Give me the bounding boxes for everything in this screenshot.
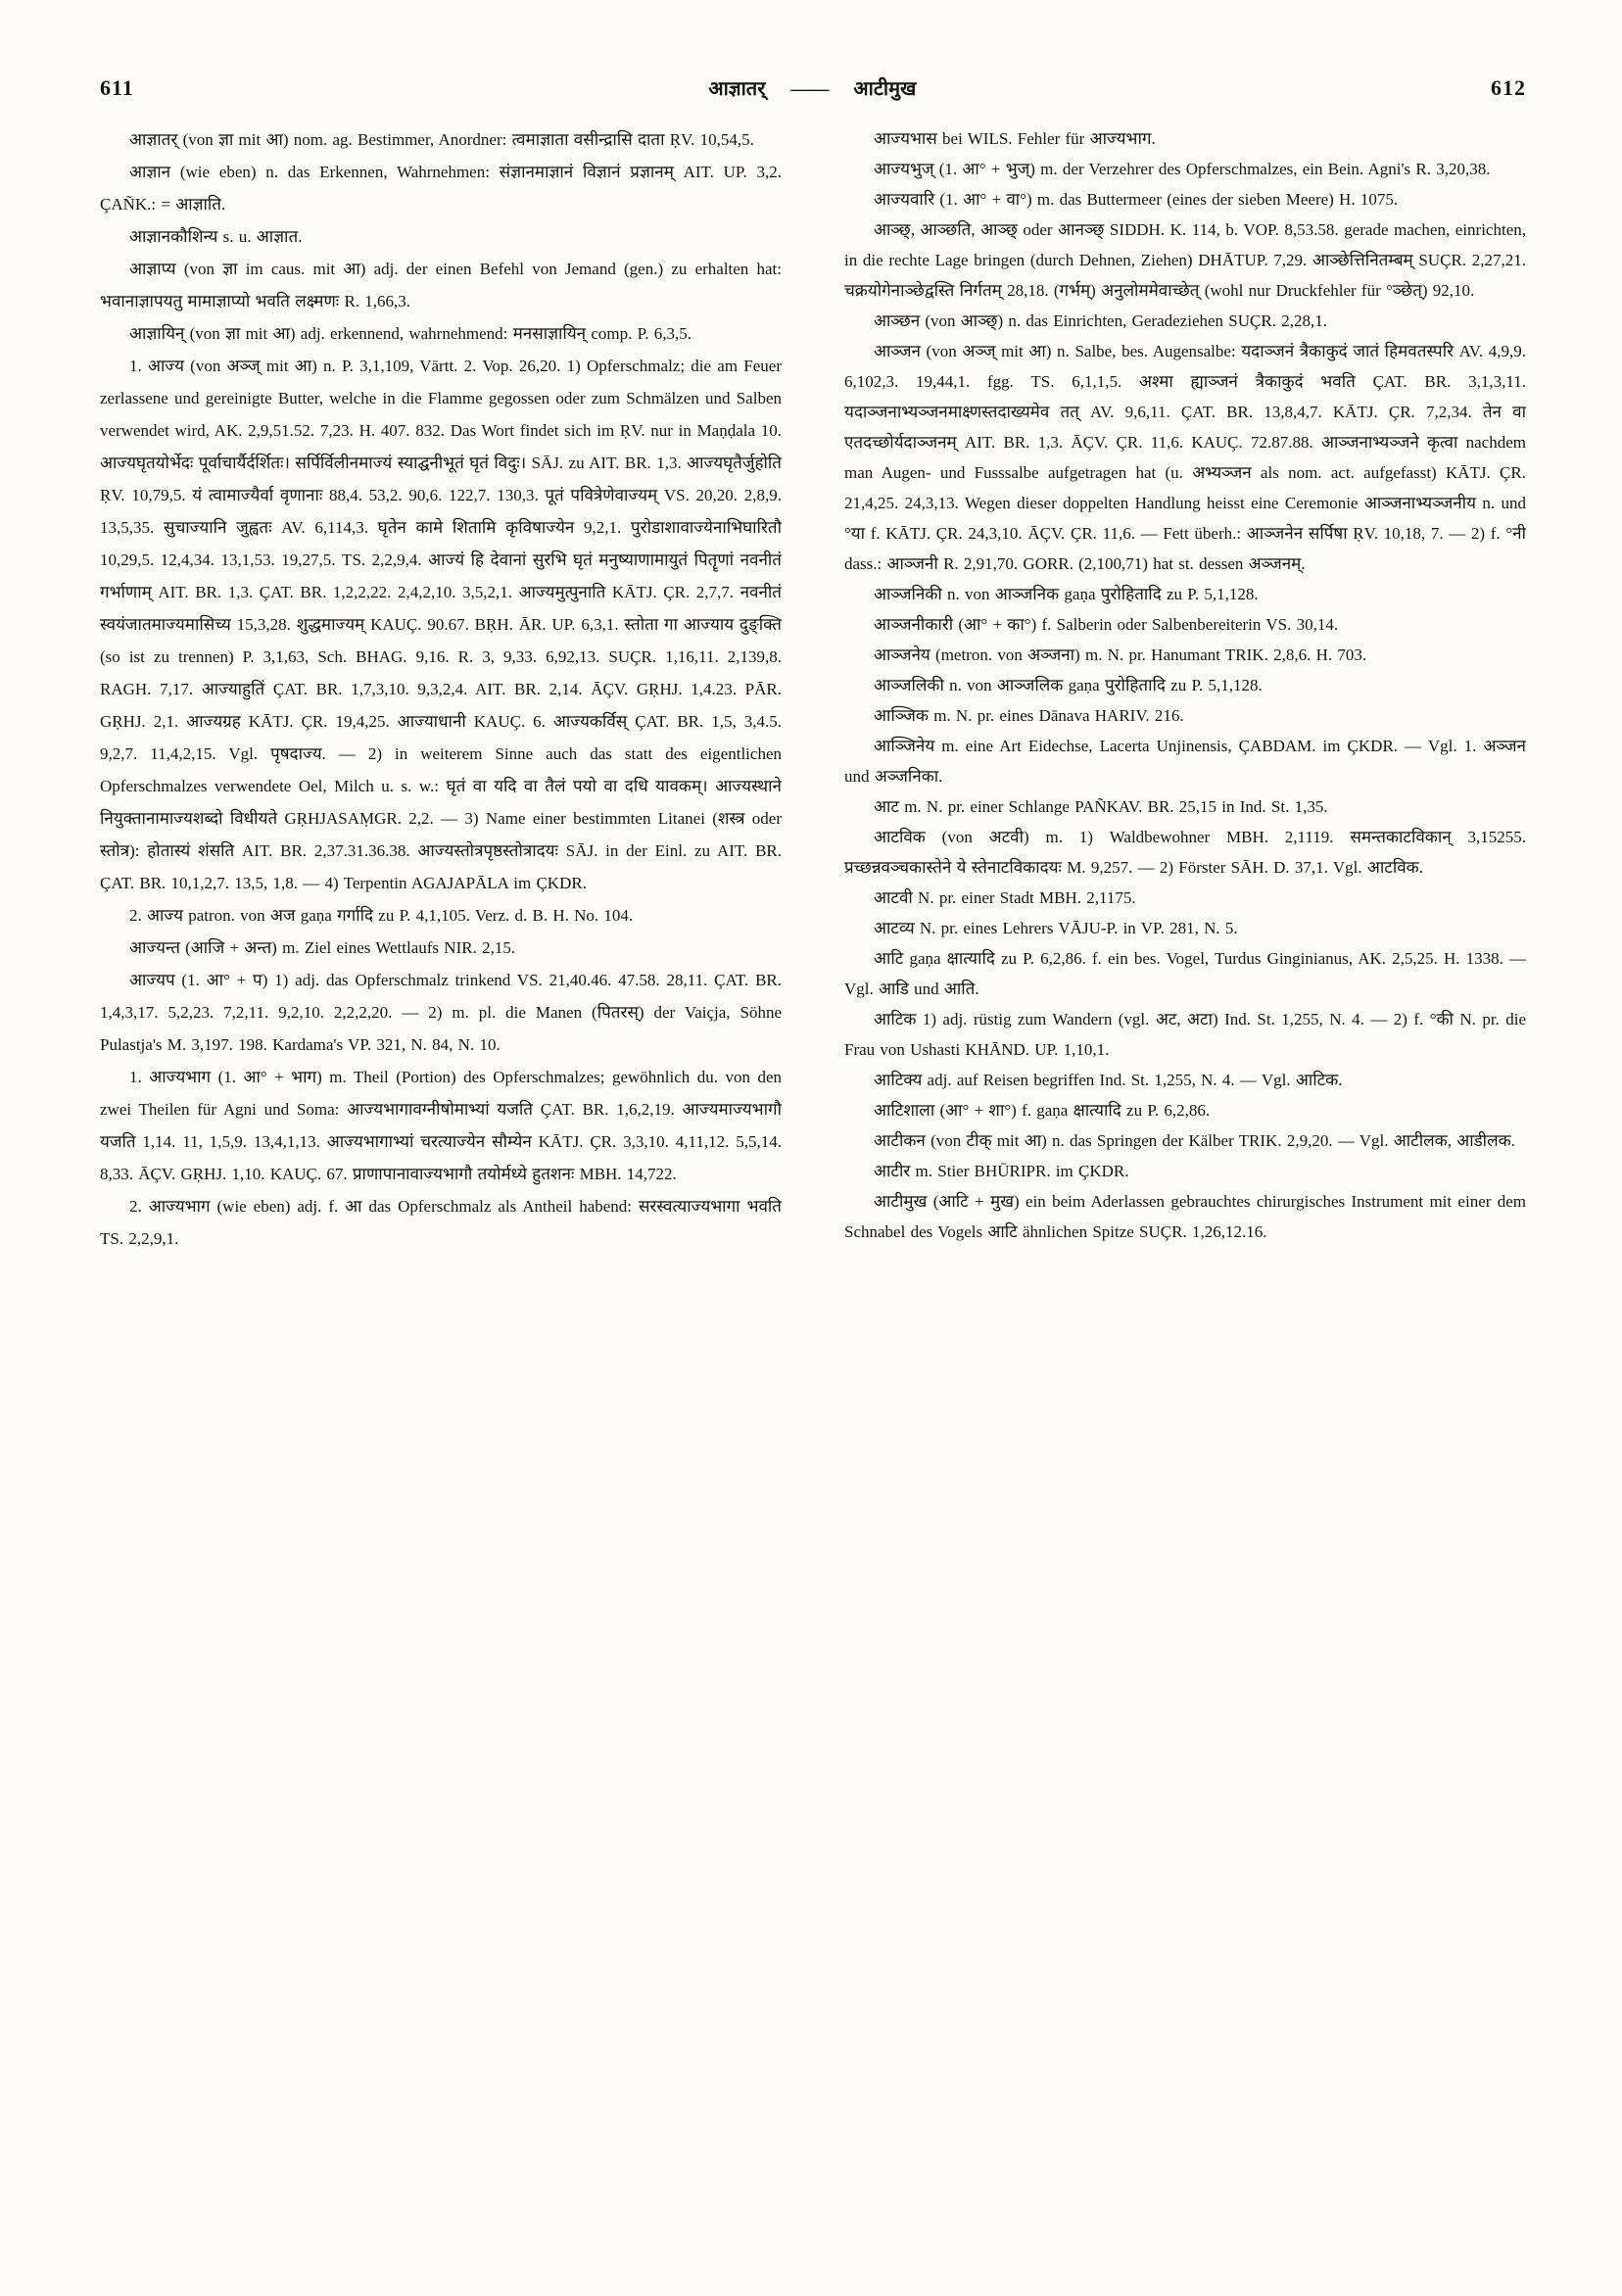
dictionary-entry: आज्यभुज् (1. आ° + भुज्) m. der Verzehrer des Opferschmalzes, ein Bein. Agni's R. 3,20,38. (874, 160, 1491, 178)
dictionary-entry: आज्यन्त (आजि + अन्त) m. Ziel eines Wettlaufs NIR. 2,15. (129, 938, 516, 957)
column-right (844, 123, 1526, 2257)
dictionary-entry: आटीर m. Stier BHŪRIPR. im ÇKDR. (874, 1162, 1129, 1180)
dictionary-entry: आटीमुख (आटि + मुख) ein beim Aderlassen gebrauchtes chirurgisches Instrument mit einer dem Schnabel des Vogels आटि ähnlichen Spitze SUÇR. 1,26,12.16. (844, 1192, 1526, 1241)
dictionary-entry: आञ्जनिकी n. von आञ्जनिक gaṇa पुरोहितादि zu P. 5,1,128. (874, 585, 1259, 603)
running-header (100, 74, 1526, 101)
dictionary-entry: आज्यभास bei WILS. Fehler für आज्यभाग. (874, 129, 1156, 148)
dictionary-entry: आञ्जिनेय m. eine Art Eidechse, Lacerta Unjinensis, ÇABDAM. im ÇKDR. — Vgl. 1. अञ्जन und अञ्जनिका. (844, 737, 1526, 786)
dictionary-entry: आटि gaṇa क्षात्यादि zu P. 6,2,86. f. ein bes. Vogel, Turdus Ginginianus, AK. 2,5,25. H. 1338. — Vgl. आडि und आति. (844, 949, 1526, 998)
dictionary-entry: आटविक (von अटवी) m. 1) Waldbewohner MBH. 2,1119. समन्तकाटविकान् 3,15255. प्रच्छन्नवञ्चकास्तेने ये स्तेनाटविकादयः M. 9,257. — 2) Förster SĀH. D. 37,1. Vgl. आटविक. (844, 828, 1526, 877)
dictionary-entry: 2. आज्यभाग (wie eben) adj. f. आ das Opferschmalz als Antheil habend: सरस्वत्याज्यभागा भवति TS. 2,2,9,1. (100, 1197, 782, 1248)
right-column-number: 612 (1491, 75, 1526, 100)
dictionary-entry: आटवी N. pr. einer Stadt MBH. 2,1175. (874, 888, 1136, 907)
dictionary-entry: आटव्य N. pr. eines Lehrers VĀJU-P. in VP. 281, N. 5. (874, 919, 1238, 937)
running-head-separator: —— (790, 78, 829, 100)
dictionary-entry: आज्यवारि (1. आ° + वा°) m. das Buttermeer (eines der sieben Meere) H. 1075. (874, 190, 1399, 209)
dictionary-entry: आज्ञायिन् (von ज्ञा mit आ) adj. erkennend, wahrnehmend: मनसाज्ञायिन् comp. P. 6,3,5. (129, 324, 692, 343)
dictionary-entry: आटिक्य adj. auf Reisen begriffen Ind. St. 1,255, N. 4. — Vgl. आटिक. (874, 1071, 1343, 1089)
dictionary-entry: आज्ञाप्य (von ज्ञा im caus. mit आ) adj. der einen Befehl von Jemand (gen.) zu erhalten hat: भवानाज्ञापयतु मामाज्ञाप्यो भवति लक्ष्मणः R. 1,66,3. (100, 260, 782, 311)
dictionary-entry: आञ्जिक m. N. pr. eines Dānava HARIV. 216. (874, 706, 1184, 725)
running-head-left-word: आज्ञातर् (708, 78, 766, 100)
dictionary-entry: आट m. N. pr. einer Schlange PAÑKAV. BR. 25,15 in Ind. St. 1,35. (874, 797, 1328, 816)
text-columns (100, 123, 1526, 2257)
dictionary-entry: आञ्जलिकी n. von आञ्जलिक gaṇa पुरोहितादि zu P. 5,1,128. (874, 676, 1263, 694)
dictionary-entry: 1. आज्य (von अञ्ज् mit आ) n. P. 3,1,109, Vārtt. 2. Vop. 26,20. 1) Opferschmalz; die am Feuer zerlassene und gereinigte Butter, welche in die Flamme gegossen oder zum Schmälzen und Salben verwendet wird, AK. 2,9,51.52. 7,23. H. 407. 832. Das Wort findet sich im ṚV. nur in Maṇḍala 10. आज्यघृतयोर्भेदः पूर्वाचार्यैर्दर्शितः। सर्पिर्विलीनमाज्यं स्याद्घनीभूतं घृतं विदुः। SĀJ. zu AIT. BR. 1,3. आज्यघृतैर्जुहोति ṚV. 10,79,5. यं त्वामाज्यैर्वा वृणानाः 88,4. 53,2. 90,6. 122,7. 130,3. पूतं पवित्रेणेवाज्यम् VS. 20,20. 2,8,9. 13,5,35. सुचाज्यानि जुह्वतः AV. 6,114,3. घृतेन कामे शितामि कृविषाज्येन 9,2,1. पुरोडाशावाज्येनाभिघारितौ 10,29,5. 12,4,34. 13,1,53. 19,27,5. TS. 2,2,9,4. आज्यं हि देवानां सुरभि घृतं मनुष्याणामायुतं पितॄणां नवनीतं गर्भाणाम् AIT. BR. 1,3. ÇAT. BR. 1,2,2,22. 2,4,2,10. 3,5,2,1. आज्यमुत्पुनाति KĀTJ. ÇR. 2,7,7. नवनीतं स्वयंजातमाज्यमासिच्य 15,3,28. शुद्धमाज्यम् KAUÇ. 90.67. BṚH. ĀR. UP. 6,3,1. स्तोता गा आज्याय दुङ्क्ति (so ist zu trennen) P. 3,1,63, Sch. BHAG. 9,16. R. 3, 9,33. 6,92,13. SUÇR. 1,16,11. 2,139,8. RAGH. 7,17. आज्याहुतिं ÇAT. BR. 1,7,3,10. 9,3,2,4. AIT. BR. 2,14. ĀÇV. GṚHJ. 1,4.23. PĀR. GṚHJ. 2,1. आज्यग्रह KĀTJ. ÇR. 19,4,25. आज्याधानी KAUÇ. 6. आज्यकर्विस् ÇAT. BR. 1,5, 3,4.5. 9,2,7. 11,4,2,15. Vgl. पृषदाज्य. — 2) in weiterem Sinne auch das statt des eigentlichen Opferschmalzes verwendete Oel, Milch u. s. w.: घृतं वा यदि वा तैलं पयो वा दधि यावकम्। आज्यस्थाने नियुक्तानामाज्यशब्दो विधीयते GṚHJASAṂGR. 2,2. — 3) Name einer bestimmten Litanei (शस्त्र oder स्तोत्र): होतास्यं शंसति AIT. BR. 2,37.31.36.38. आज्यस्तोत्रपृष्ठस्तोत्रादयः SĀJ. in der Einl. zu AIT. BR. ÇAT. BR. 10,1,2,7. 13,5, 1,8. — 4) Terpentin AGAJAPĀLA im ÇKDR. (100, 357, 782, 892)
dictionary-entry: आज्ञातर् (von ज्ञा mit आ) nom. ag. Bestimmer, Anordner: त्वमाज्ञाता वसीन्द्रासि दाता ṚV. 10,54,5. (129, 130, 754, 149)
column-left (100, 123, 782, 2257)
dictionary-entry: आञ्छन (von आञ्छ्) n. das Einrichten, Geradeziehen SUÇR. 2,28,1. (874, 311, 1327, 330)
dictionary-entry: आज्ञानकौशिन्य s. u. आज्ञात. (129, 227, 303, 246)
dictionary-entry: आज्यप (1. आ° + प) 1) adj. das Opferschmalz trinkend VS. 21,40.46. 47.58. 28,11. ÇAT. BR. 1,4,3,17. 5,2,23. 7,2,11. 9,2,10. 2,2,2,20. — 2) m. pl. die Manen (पितरस्) der Vaiçja, Söhne Pulastja's M. 3,197. 198. Kardama's VP. 321, N. 84, N. 10. (100, 971, 782, 1054)
dictionary-entry: 1. आज्यभाग (1. आ° + भाग) m. Theil (Portion) des Opferschmalzes; gewöhnlich du. von den zwei Theilen für Agni und Soma: आज्यभागावग्नीषोमाभ्यां यजति ÇAT. BR. 1,6,2,19. आज्यमाज्यभागौ यजति 1,14. 11, 1,5,9. 13,4,1,13. आज्यभागाभ्यां चरत्याज्येन सौम्येन KĀTJ. ÇR. 3,3,10. 4,11,12. 5,5,14. 8,33. ĀÇV. GṚHJ. 1,10. KAUÇ. 67. प्राणापानावाज्यभागौ तयोर्मध्ये हुतशनः MBH. 14,722. (100, 1068, 782, 1183)
running-head-right-word: आटीमुख (853, 78, 917, 100)
dictionary-entry: आञ्जनेय (metron. von अञ्जना) m. N. pr. Hanumant TRIK. 2,8,6. H. 703. (874, 646, 1367, 664)
dictionary-entry: 2. आज्य patron. von अज gaṇa गर्गादि zu P. 4,1,105. Verz. d. B. H. No. 104. (129, 906, 634, 925)
dictionary-entry: आटिशाला (आ° + शा°) f. gaṇa क्षात्यादि zu P. 6,2,86. (874, 1101, 1211, 1120)
dictionary-entry: आञ्जन (von अञ्ज् mit आ) n. Salbe, bes. Augensalbe: यदाञ्जनं त्रैकाकुदं जातं हिमवतस्परि AV. 4,9,9. 6,102,3. 19,44,1. fgg. TS. 6,1,1,5. अश्मा ह्याञ्जनं त्रैकाकुदं भवति ÇAT. BR. 3,1,3,11. यदाञ्जनाभ्यञ्जनमाक्ष्णस्तदाख्यमेव तत् AV. 9,6,11. ÇAT. BR. 13,8,4,7. KĀTJ. ÇR. 7,2,34. तेन वा एतदच्छोर्यदाञ्जनम् AIT. BR. 1,3. ĀÇV. ÇR. 11,6. KAUÇ. 72.87.88. आञ्जनाभ्यञ्जने कृत्वा nachdem man Augen- und Fusssalbe aufgetragen hat (u. अभ्यञ्जन als nom. act. aufgefasst) KĀTJ. ÇR. 21,4,25. 24,3,13. Wegen dieser doppelten Handlung heisst eine Ceremonie आञ्जनाभ्यञ्जनीय n. und °या f. KĀTJ. ÇR. 24,3,10. ĀÇV. ÇR. 11,6. — Fett überh.: आञ्जनेन सर्पिषा ṚV. 10,18, 7. — 2) f. °नी dass.: आञ्जनी R. 2,91,70. GORR. (2,100,71) hat st. dessen अञ्जनम्. (844, 342, 1526, 573)
left-column-number: 611 (100, 75, 134, 100)
dictionary-entry: आञ्जनीकारी (आ° + का°) f. Salberin oder Salbenbereiterin VS. 30,14. (874, 615, 1339, 634)
dictionary-entry: आटीकन (von टीक् mit आ) n. das Springen der Kälber TRIK. 2,9,20. — Vgl. आटीलक, आडीलक. (874, 1131, 1515, 1150)
running-head (134, 74, 1491, 101)
dictionary-entry: आटिक 1) adj. rüstig zum Wandern (vgl. अट, अटा) Ind. St. 1,255, N. 4. — 2) f. °की N. pr. die Frau von Ushasti KHĀND. UP. 1,10,1. (844, 1010, 1526, 1059)
dictionary-entry: आज्ञान (wie eben) n. das Erkennen, Wahrnehmen: संज्ञानमाज्ञानं विज्ञानं प्रज्ञानम् AIT. UP. 3,2. ÇAÑK.: = आज्ञाति. (100, 163, 782, 214)
dictionary-entry: आञ्छ्, आञ्छति, आञ्छ् oder आनञ्छ् SIDDH. K. 114, b. VOP. 8,53.58. gerade machen, einrichten, in die rechte Lage bringen (durch Dehnen, Ziehen) DHĀTUP. 7,29. आञ्छेत्तिनितम्बम् SUÇR. 2,27,21. चक्रयोगेनाञ्छेद्वस्ति निर्गतम् 28,18. (गर्भम्) अनुलोममेवाच्छेत् (wohl nur Druckfehler für °ञ्छेत्) 92,10. (844, 220, 1526, 300)
